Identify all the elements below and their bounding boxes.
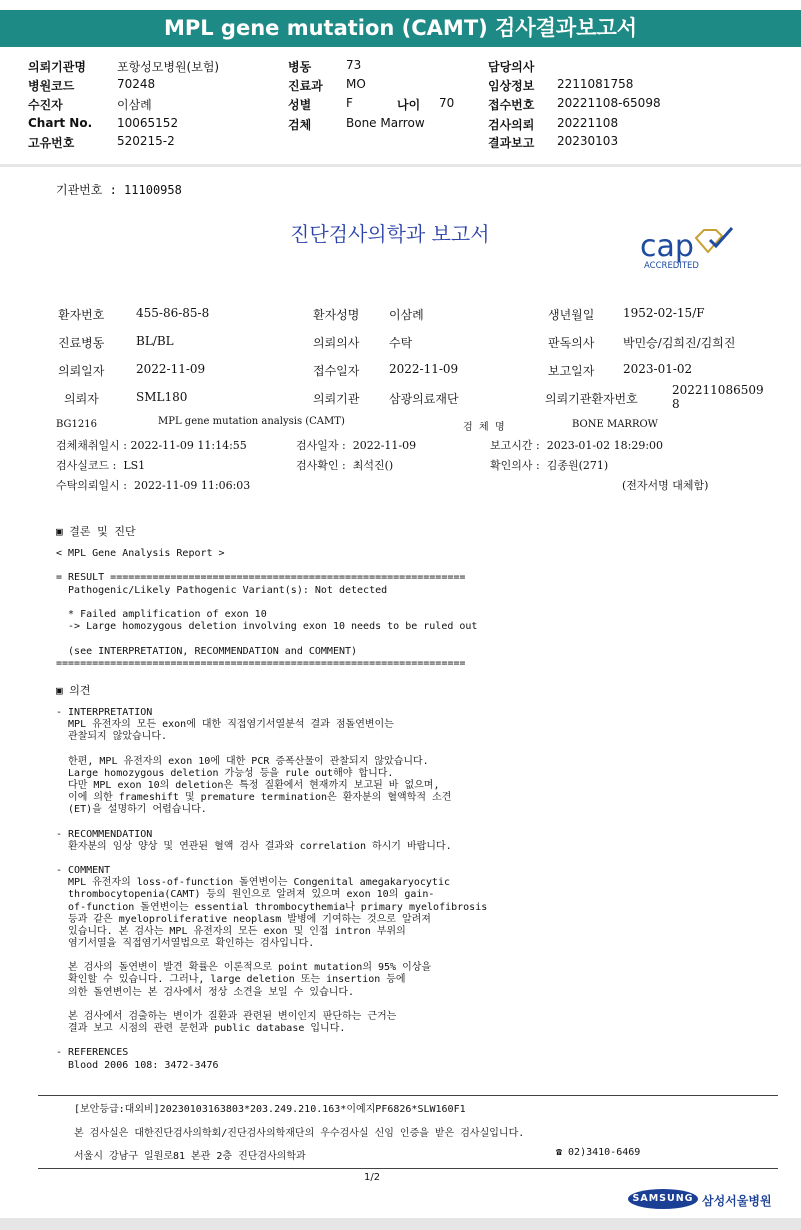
patient-label: 생년월일 [548,308,595,322]
test-info-cell: 검사확인 : 최석진() [296,459,394,472]
header-value: F [346,96,353,110]
test-info-cell: 보고시간 : 2023-01-02 18:29:00 [490,439,664,452]
patient-label: 보고일자 [548,364,595,378]
header-divider [0,164,801,167]
patient-label: 의뢰기관 [313,392,360,406]
header-label: 담당의사 [488,60,535,74]
section-conclusion-title: ▣ 결론 및 진단 [56,525,136,538]
header-value: 73 [346,58,362,72]
patient-label: 의뢰기관환자번호 [545,392,638,406]
patient-value: 2023-01-02 [623,362,693,376]
patient-label: 환자성명 [313,308,360,322]
cap-logo-subtitle: ACCREDITED [644,261,699,271]
header-value: MO [346,77,366,91]
patient-value: 202211086509 [672,383,764,397]
age-label: 나이 [397,98,421,112]
patient-value: 2022-11-09 [389,362,459,376]
header-value: Bone Marrow [346,116,425,130]
age-value: 70 [439,96,455,110]
test-name: MPL gene mutation analysis (CAMT) [158,416,345,427]
header-value: 2211081758 [557,77,634,91]
cap-logo-text: cap [640,229,694,264]
header-value: 70248 [117,77,156,91]
header-label: 병동 [288,60,312,74]
patient-value: 455-86-85-8 [136,306,210,320]
certification-text: 본 검사실은 대한진단검사의학회/진단검사의학재단의 우수검사실 신임 인증을 받은 검사실입니다. [74,1128,525,1139]
opinion-body: - INTERPRETATION MPL 유전자의 모든 exon에 대한 직접염기서열분석 결과 점돌연변이는 관찰되지 않았습니다. 한편, MPL 유전자의 exon 10에 대한 PCR 증폭산물이 관찰되지 않았습니다. Large homozygous deletion 가능성 등을 rule out해야 합니다. 다만 MPL exon 10의 deletion은 특정 질환에서 현재까지 보고된 바 없으며, 이에 의한 frameshift 및 premature termination은 환자분의 혈액학적 소견 (ET)을 설명하기 어렵습니다. - RECOMMENDATION 환자분의 임상 양상 및 연관된 혈액 검사 결과와 correlation 하시기 바랍니다. - COMMENT MPL 유전자의 loss-of-function 돌연변이는 Congenital amegakaryocytic thrombocytopenia(CAMT) 등의 원인으로 알려져 있으며 exon 10의 gain- of-function 돌연변이는 essential thrombocythemia나 primary myelofibrosis 등과 같은 myeloproliferative neoplasm 발병에 기여하는 것으로 알려져 있습니다. 본 검사는 MPL 유전자의 모든 exon 및 인접 intron 부위의 염기서열을 직접염기서열법으로 확인하는 검사입니다. 본 검사의 돌연변이 발견 확률은 이론적으로 point mutation의 95% 이상을 확인할 수 있습니다. 그러나, large deletion 또는 insertion 등에 의한 돌연변이는 본 검사에서 정상 소견을 보일 수 있습니다. 본 검사에서 검출하는 변이가 질환과 관련된 변이인지 판단하는 근거는 결과 보고 시점의 관련 문헌과 public database 입니다. - REFERENCES Blood 2006 108: 3472-3476 [56,707,488,1071]
patient-value: 2022-11-09 [136,362,206,376]
patient-label: 접수일자 [313,364,360,378]
header-value: 이삼례 [117,98,152,112]
header-label: 검체 [288,118,312,132]
header-label: 임상정보 [488,79,535,93]
header-label: 병원코드 [28,79,75,93]
bottom-band [0,1218,801,1230]
header-value: 포항성모병원(보험) [117,60,220,74]
header-label: 성별 [288,98,312,112]
footer-rule-bottom [38,1168,778,1169]
patient-label: 의뢰자 [64,392,99,406]
patient-label: 판독의사 [548,336,595,350]
header-label: 고유번호 [28,136,75,150]
patient-label: 환자번호 [58,308,105,322]
patient-label: 의뢰의사 [313,336,360,350]
result-report-body: < MPL Gene Analysis Report > = RESULT =========================================================== Pathogenic/Likely Pathogenic Variant(s): Not detected * Failed amplification of exon 10 -> Large homozygous deletion involving exon 10 needs to be ruled out (see INTERPRETATION, RECOMMENDATION and COMMENT) ==================================================================== [56,548,478,669]
patient-value: 이삼례 [389,308,424,322]
test-code: BG1216 [56,419,97,430]
section-opinion-title: ▣ 의견 [56,684,91,697]
header-value: 520215-2 [117,134,175,148]
patient-value: 박민승/김희진/김희진 [623,336,736,350]
header-label: 진료과 [288,79,323,93]
report-title-bar: MPL gene mutation (CAMT) 검사결과보고서 [0,10,801,47]
patient-value: SML180 [136,390,188,404]
header-value: 10065152 [117,116,179,130]
patient-value: BL/BL [136,334,174,348]
specimen-value: BONE MARROW [572,419,658,430]
test-info-cell: 검사실코드 : LS1 [56,459,146,472]
patient-value: 삼광의료재단 [389,392,459,406]
patient-label: 의뢰일자 [58,364,105,378]
test-info-cell: 검사일자 : 2022-11-09 [296,439,417,452]
security-line: [보안등급:대외비]20230103163803*203.249.210.163*이예지PF6826*SLW160F1 [74,1104,466,1115]
header-value: 20221108 [557,116,619,130]
patient-value: 1952-02-15/F [623,306,705,320]
hospital-name: 삼성서울병원 [702,1194,772,1208]
header-value: 20221108-65098 [557,96,661,110]
header-label: 의뢰기관명 [28,60,86,74]
lab-address: 서울시 강남구 일원로81 본관 2층 진단검사의학과 [74,1151,306,1162]
cap-accredited-logo [638,226,738,272]
patient-value-continued: 8 [672,397,680,411]
specimen-label: 검 체 명 [463,422,505,433]
test-info-cell: 검체채취일시 : 2022-11-09 11:14:55 [56,439,247,452]
test-info-cell: 확인의사 : 김종원(271) [490,459,609,472]
header-label: 결과보고 [488,136,535,150]
footer-rule-top [38,1095,778,1096]
page-number: 1/2 [364,1172,381,1183]
patient-label: 진료병동 [58,336,105,350]
header-label: Chart No. [28,116,93,130]
samsung-logo-text: SAMSUNG [632,1193,694,1204]
header-label: 검사의뢰 [488,118,535,132]
test-info-cell: (전자서명 대체함) [622,479,709,492]
header-label: 접수번호 [488,98,535,112]
samsung-logo [628,1189,698,1209]
lab-phone: ☎ 02)3410-6469 [556,1147,641,1158]
report-heading: 진단검사의학과 보고서 [290,222,490,246]
institution-number: 기관번호 : 11100958 [56,183,182,197]
test-info-cell: 수탁의뢰일시 : 2022-11-09 11:06:03 [56,479,251,492]
header-value: 20230103 [557,134,619,148]
header-label: 수진자 [28,98,63,112]
patient-value: 수탁 [389,336,413,350]
